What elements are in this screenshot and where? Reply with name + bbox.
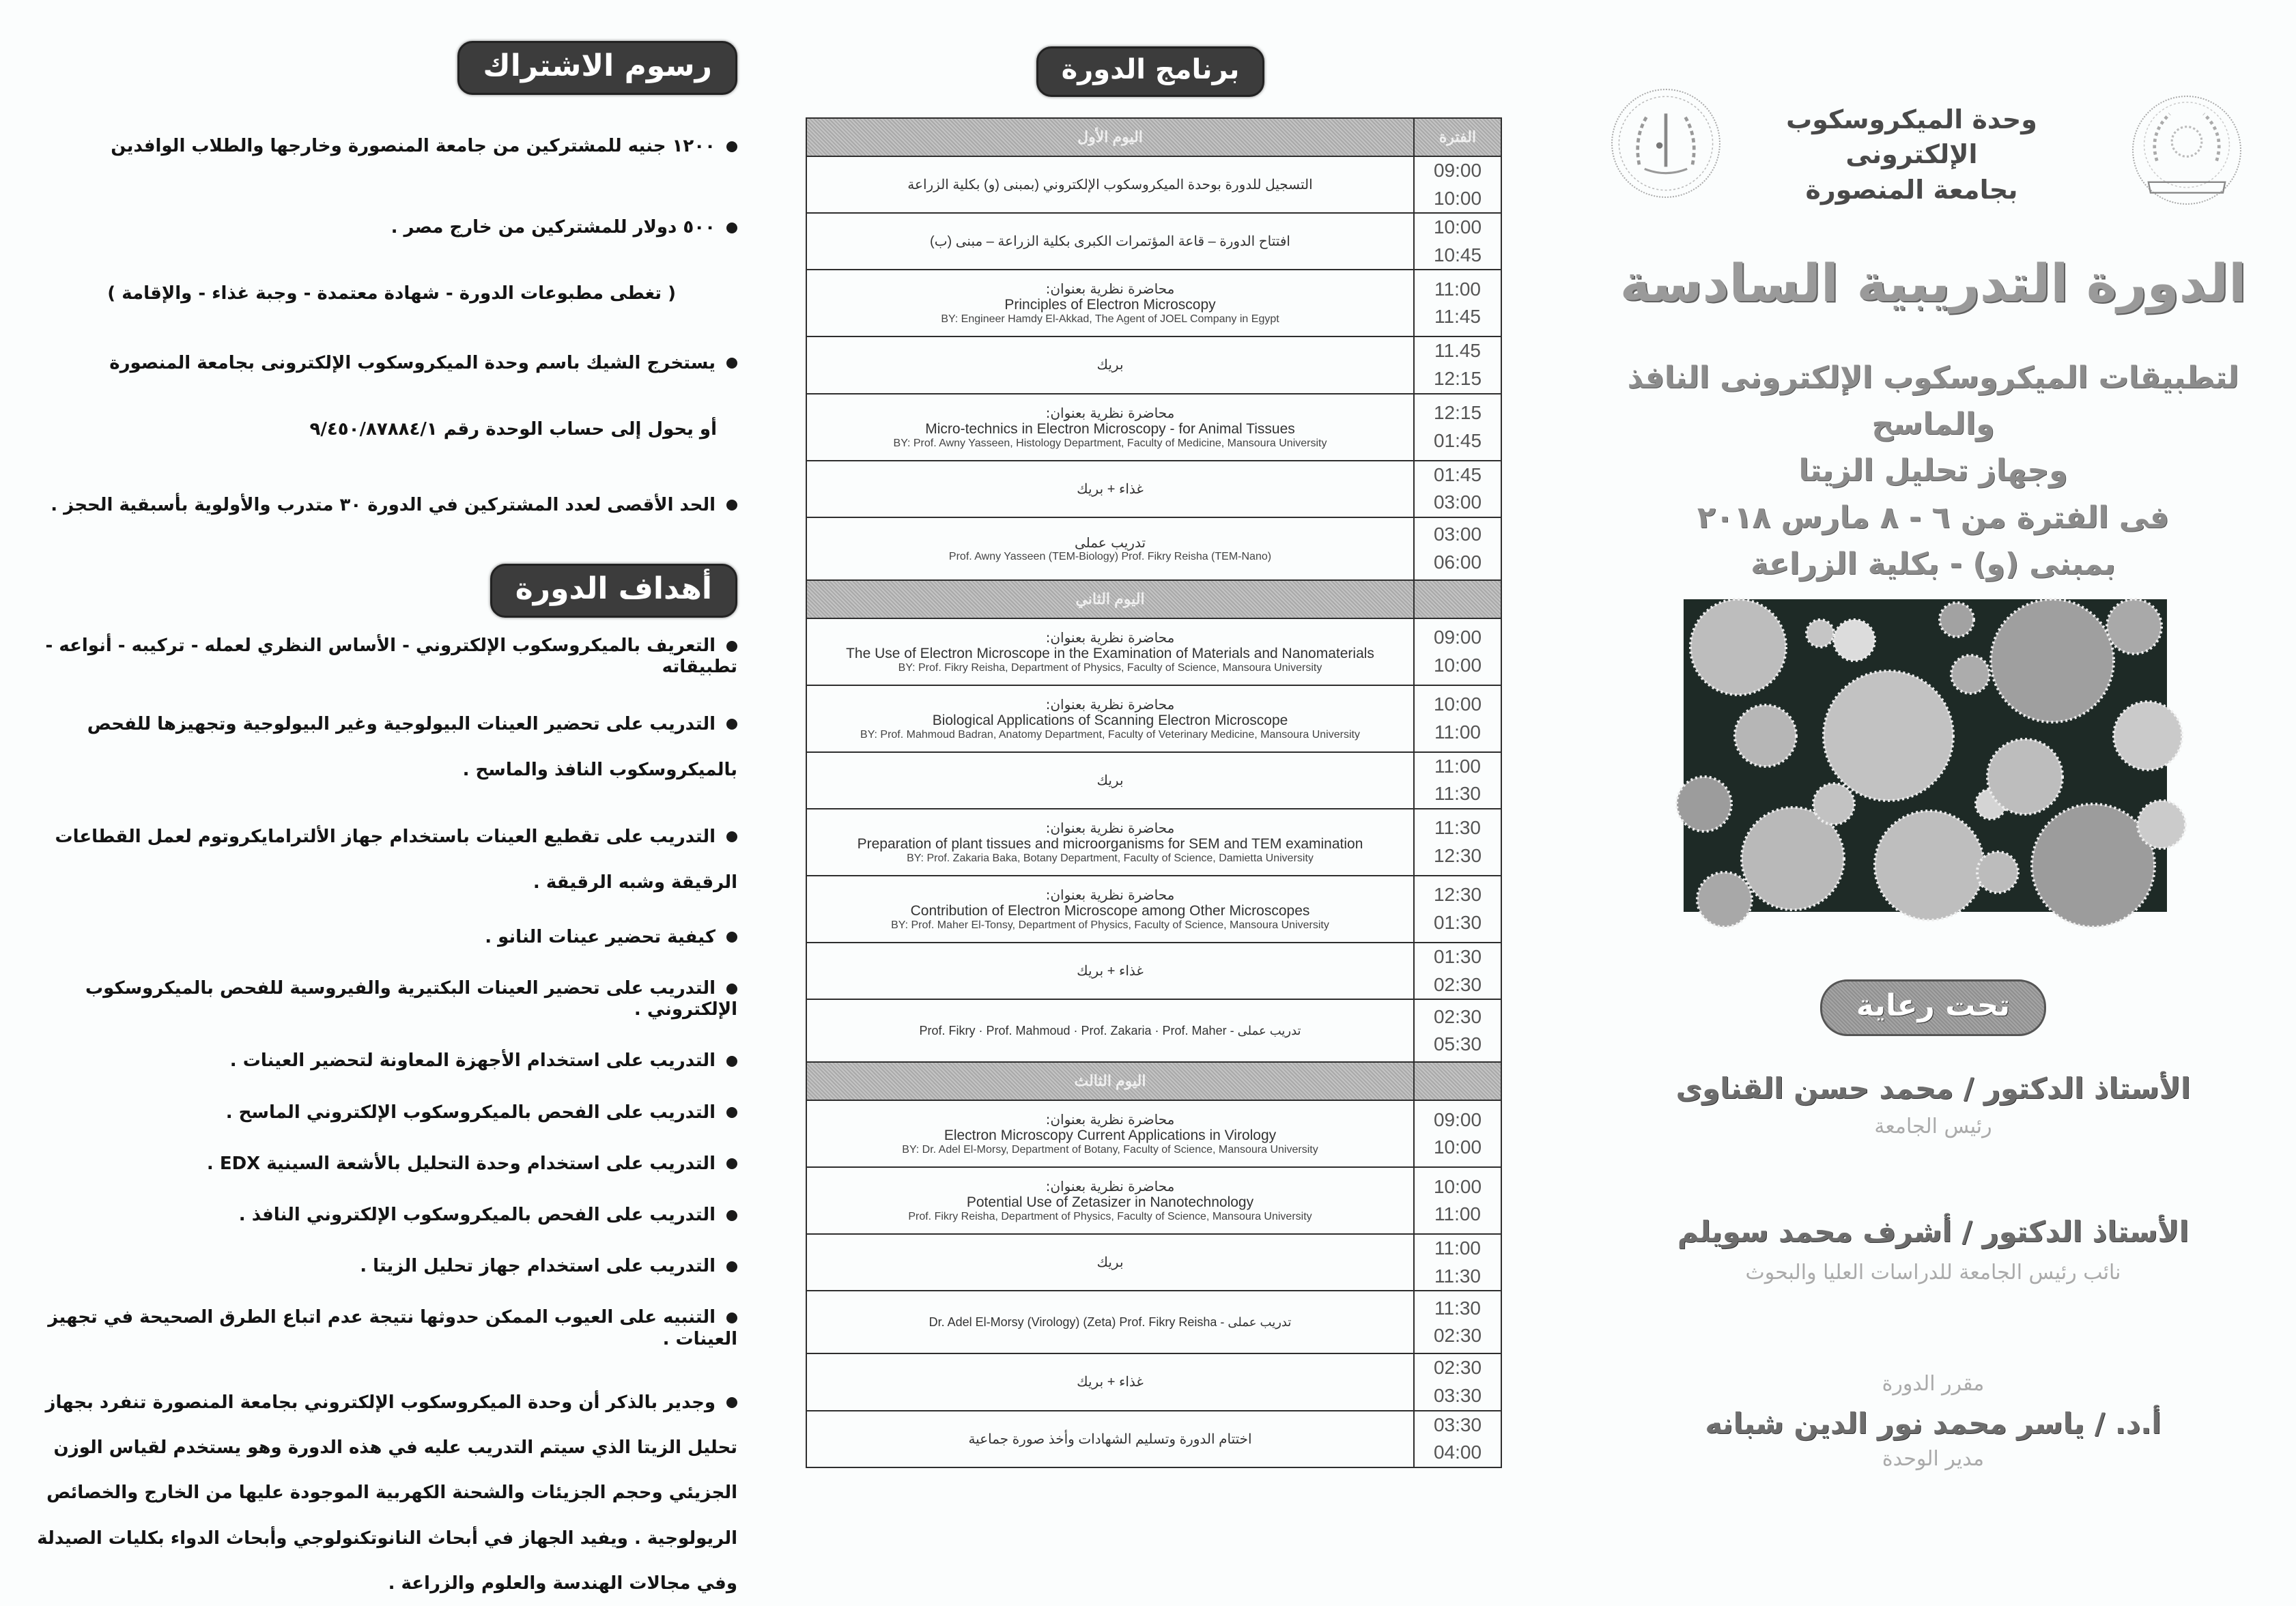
goal-item: التدريب على تقطيع العينات باستخدام جهاز الألترامايكروتوم لعمل القطاعات الرقيقة وشبه الرقيقة .: [55, 826, 737, 893]
session-time: [1414, 752, 1501, 809]
session-content: [806, 1291, 1414, 1353]
session-text: بريك: [1096, 358, 1124, 373]
bullet-icon: [726, 1313, 737, 1323]
lecture-label: محاضرة نظرية بعنوان:: [1045, 629, 1175, 646]
pollen-grain: [1677, 777, 1731, 831]
lecture-speaker: BY: Prof. Maher El-Tonsy, Department of Physics, Faculty of Science, Mansoura University: [891, 919, 1329, 931]
day-label: اليوم الثالث: [806, 1062, 1414, 1100]
day-header-row: [806, 1062, 1501, 1100]
start-time: 10:00: [1433, 693, 1482, 715]
session-row: [806, 517, 1501, 580]
session-time: [1414, 1411, 1501, 1467]
patronage-heading: تحت رعاية: [1570, 979, 2296, 1036]
session-text: بريك: [1096, 1255, 1124, 1271]
program-panel: [799, 0, 1502, 1564]
sem-micrograph: [1684, 599, 2167, 912]
lecture-speaker: BY: Prof. Fikry Reisha, Department of Physics, Faculty of Science, Mansoura University: [898, 661, 1322, 674]
lecture-title: Biological Applications of Scanning Electron Microscope: [932, 712, 1288, 728]
session-content: [806, 394, 1414, 461]
session-text: غذاء + بريك: [1077, 481, 1144, 497]
session-time: [1414, 809, 1501, 876]
bullet-icon: [726, 223, 737, 233]
pollen-grain: [1991, 599, 2114, 722]
session-row: [806, 1100, 1501, 1167]
session-content: [806, 752, 1414, 809]
session-row: [806, 618, 1501, 685]
start-time: 11:00: [1434, 755, 1481, 777]
course-venue: بمبنى (و) - بكلية الزراعة: [1751, 546, 2116, 582]
bullet-icon: [726, 984, 737, 994]
end-time: 11:45: [1434, 306, 1481, 328]
start-time: 01:45: [1433, 463, 1482, 485]
time-header: [1414, 1062, 1501, 1100]
goal-item: التدريب على استخدام وحدة التحليل بالأشعة السينية EDX .: [27, 1153, 737, 1175]
lecture-title: Principles of Electron Microscopy: [1004, 297, 1216, 313]
session-row: [806, 1411, 1501, 1467]
fees-list: [27, 136, 737, 516]
unit-name: وحدة الميكروسكوب الإلكترونى بجامعة المنصورة: [1786, 104, 2037, 205]
session-content: [806, 270, 1414, 336]
session-content: [806, 1234, 1414, 1291]
session-time: [1414, 461, 1501, 517]
lecture-speaker: BY: Engineer Hamdy El-Akkad, The Agent of JOEL Company in Egypt: [941, 313, 1279, 326]
session-time: [1414, 618, 1501, 685]
end-time: 06:00: [1433, 551, 1482, 573]
start-time: 11:30: [1434, 817, 1481, 839]
session-content: [806, 461, 1414, 517]
end-time: 12:15: [1433, 367, 1482, 389]
pollen-grain: [2138, 801, 2185, 848]
session-content: [806, 685, 1414, 752]
session-content: [806, 943, 1414, 999]
session-text: غذاء + بريك: [1077, 964, 1144, 979]
session-row: [806, 270, 1501, 336]
goal-item: التدريب على الفحص بالميكروسكوب الإلكتروني الماسح .: [27, 1102, 737, 1123]
session-row: [806, 809, 1501, 876]
course-topic-2: وجهاز تحليل الزيتا: [1798, 453, 2068, 489]
practical-trainers: Prof. Awny Yasseen (TEM-Biology) Prof. Fikry Reisha (TEM-Nano): [948, 550, 1272, 562]
session-text: غذاء + بريك: [1077, 1375, 1144, 1390]
pollen-grain: [1697, 872, 1752, 927]
bullet-icon: [726, 641, 737, 652]
fee-coverage-note: ( تغطى مطبوعات الدورة - شهادة معتمدة - وجبة غذاء - والإقامة ): [107, 283, 676, 304]
sem-pollen-image: [1684, 599, 2167, 912]
start-time: 11.45: [1434, 340, 1481, 362]
pollen-grain: [1690, 599, 1786, 695]
session-time: [1414, 394, 1501, 461]
start-time: 03:30: [1433, 1414, 1482, 1435]
session-text: افتتاح الدورة – قاعة المؤتمرات الكبرى بكلية الزراعة – مبنى (ب): [930, 234, 1290, 250]
fee-item: ١٢٠٠ جنيه للمشتركين من جامعة المنصورة وخارجها والطلاب الوافدين: [27, 136, 737, 157]
lecture-title: The Use of Electron Microscope in the Examination of Materials and Nanomaterials: [846, 645, 1374, 661]
course-coordinator: مقرر الدورة أ.د. / ياسر محمد نور الدين شبانه مدير الوحدة: [1705, 1372, 2162, 1471]
bullet-icon: [726, 1397, 737, 1408]
program-heading: برنامج الدورة: [1036, 46, 1265, 97]
goal-item: كيفية تحضير عينات النانو .: [27, 927, 737, 948]
start-time: 11:00: [1434, 1237, 1481, 1259]
session-content: [806, 1167, 1414, 1234]
end-time: 11:00: [1434, 1203, 1481, 1225]
time-header: الفترة: [1414, 118, 1501, 156]
start-time: 09:00: [1433, 1108, 1482, 1130]
time-header: [1414, 580, 1501, 618]
session-row: [806, 213, 1501, 270]
lecture-label: محاضرة نظرية بعنوان:: [1045, 819, 1175, 836]
session-time: [1414, 876, 1501, 943]
patron-vice-president: الأستاذ الدكتور / أشرف محمد سويلم نائب رئيس الجامعة للدراسات العليا والبحوث: [1677, 1215, 2189, 1285]
end-time: 05:30: [1433, 1033, 1482, 1055]
bullet-icon: [726, 1210, 737, 1221]
lecture-label: محاضرة نظرية بعنوان:: [1045, 281, 1175, 298]
lecture-speaker: BY: Prof. Awny Yasseen, Histology Department, Faculty of Medicine, Mansoura University: [893, 437, 1327, 449]
day-label: اليوم الثاني: [806, 580, 1414, 618]
session-text: بريك: [1096, 773, 1124, 788]
session-content: [806, 156, 1414, 213]
pollen-grain: [1977, 852, 2018, 893]
course-title: الدورة التدريبية السادسة: [1619, 253, 2247, 313]
session-row: [806, 876, 1501, 943]
lecture-title: Electron Microscopy Current Applications in Virology: [944, 1128, 1277, 1144]
session-text: التسجيل للدورة بوحدة الميكروسكوب الإلكتروني (بمبنى (و) بكلية الزراعة: [907, 177, 1313, 193]
lecture-label: محاضرة نظرية بعنوان:: [1045, 1178, 1175, 1195]
bullet-icon: [726, 1261, 737, 1272]
end-time: 02:30: [1433, 1325, 1482, 1347]
goals-list: [27, 635, 737, 1606]
end-time: 10:00: [1433, 187, 1482, 209]
session-text: اختتام الدورة وتسليم الشهادات وأخذ صورة جماعية: [968, 1431, 1252, 1447]
end-time: 12:30: [1433, 844, 1482, 866]
bullet-icon: [726, 1158, 737, 1169]
pollen-grain: [1824, 671, 1953, 801]
fee-account: أو يحول إلى حساب الوحدة رقم ٩/٤٥٠/٨٧٨٨٤/١: [309, 418, 717, 440]
lecture-title: Micro-technics in Electron Microscopy - for Animal Tissues: [925, 420, 1295, 437]
start-time: 10:00: [1433, 1175, 1482, 1197]
university-logo-icon: [2132, 96, 2241, 205]
end-time: 11:00: [1434, 721, 1481, 743]
bullet-icon: [726, 932, 737, 943]
pollen-grain: [2107, 599, 2162, 654]
faculty-logo-icon: [1611, 89, 1720, 198]
pollen-grain: [1987, 739, 2063, 814]
session-time: [1414, 156, 1501, 213]
lecture-speaker: Prof. Fikry Reisha, Department of Physics, Faculty of Science, Mansoura University: [908, 1211, 1312, 1223]
end-time: 10:45: [1433, 244, 1482, 266]
lecture-speaker: BY: Dr. Adel El-Morsy, Department of Botany, Faculty of Science, Mansoura University: [902, 1144, 1318, 1156]
session-content: [806, 1353, 1414, 1410]
session-time: [1414, 1100, 1501, 1167]
start-time: 02:30: [1433, 1357, 1482, 1379]
lecture-title: Contribution of Electron Microscope among Other Microscopes: [910, 902, 1310, 919]
start-time: 10:00: [1433, 216, 1482, 238]
start-time: 01:30: [1433, 945, 1482, 967]
session-time: [1414, 270, 1501, 336]
session-time: [1414, 1167, 1501, 1234]
session-content: [806, 999, 1414, 1062]
bullet-icon: [726, 1056, 737, 1067]
start-time: 09:00: [1433, 160, 1482, 181]
pollen-grain: [1875, 811, 1984, 920]
start-time: 02:30: [1433, 1005, 1482, 1027]
session-row: [806, 943, 1501, 999]
pollen-grain: [1940, 603, 1974, 637]
goal-item: التدريب على استخدام الأجهزة المعاونة لتحضير العينات .: [27, 1050, 737, 1072]
start-time: 12:30: [1433, 884, 1482, 906]
cover-header: [1570, 89, 2296, 212]
session-time: [1414, 943, 1501, 999]
fee-payment: يستخرج الشيك باسم وحدة الميكروسكوب الإلكترونى بجامعة المنصورة: [27, 353, 737, 374]
goal-item: التدريب على الفحص بالميكروسكوب الإلكتروني النافذ .: [27, 1205, 737, 1226]
start-time: 03:00: [1433, 524, 1482, 545]
bullet-icon: [726, 500, 737, 511]
session-content: [806, 876, 1414, 943]
bullet-icon: [726, 831, 737, 842]
end-time: 03:00: [1433, 491, 1482, 513]
pollen-grain: [1951, 655, 1989, 693]
lecture-title: Potential Use of Zetasizer in Nanotechnology: [966, 1194, 1254, 1211]
session-row: [806, 461, 1501, 517]
session-time: [1414, 685, 1501, 752]
day-label: اليوم الأول: [806, 118, 1414, 156]
pollen-grain: [2032, 804, 2155, 927]
session-content: [806, 517, 1414, 580]
session-time: [1414, 213, 1501, 270]
lecture-title: Preparation of plant tissues and microorganisms for SEM and TEM examination: [857, 835, 1363, 852]
course-subtitle: [1570, 355, 2296, 588]
session-row: [806, 394, 1501, 461]
session-content: [806, 336, 1414, 393]
session-row: [806, 1291, 1501, 1353]
pollen-grain: [1834, 620, 1875, 661]
session-row: [806, 336, 1501, 393]
lecture-label: محاضرة نظرية بعنوان:: [1045, 1111, 1175, 1128]
end-time: 11:30: [1434, 783, 1481, 805]
session-time: [1414, 999, 1501, 1062]
session-row: [806, 156, 1501, 213]
pollen-grain: [1735, 705, 1796, 766]
goal-item: وجدير بالذكر أن وحدة الميكروسكوب الإلكتروني بجامعة المنصورة تنفرد بجهاز تحليل الزيتا الذي سيتم التدريب عليه في هذه الدورة وهو يستخدم لقياس الوزن الجزيئي وحجم الجزيئات والشحنة الكهربية الموجودة عليها من الخارج والخصائص الريولوجية . ويفيد الجهاز في أبحاث النانوتكنولوجي وأبحاث الدواء بكليات الصيدلة وفي مجالات الهندسة والعلوم والزراعة .: [37, 1392, 737, 1594]
fees-goals-panel: [0, 0, 771, 1594]
goals-heading: أهداف الدورة: [490, 564, 737, 618]
session-time: [1414, 517, 1501, 580]
program-schedule-table: [806, 117, 1502, 1468]
session-time: [1414, 1353, 1501, 1410]
fee-capacity: الحد الأقصى لعدد المشتركين في الدورة ٣٠ متدرب والأولوية بأسبقية الحجز .: [27, 495, 737, 516]
end-time: 02:30: [1433, 973, 1482, 995]
lecture-speaker: BY: Prof. Mahmoud Badran, Anatomy Department, Faculty of Veterinary Medicine, Mansoura University: [860, 728, 1360, 741]
session-row: [806, 1167, 1501, 1234]
session-row: [806, 1234, 1501, 1291]
practical-trainers: Prof. Fikry · Prof. Mahmoud · Prof. Zakaria · Prof. Maher - تدريب عملى: [919, 1023, 1301, 1037]
pollen-grain: [2114, 702, 2182, 770]
start-time: 11:00: [1434, 278, 1481, 300]
bullet-icon: [726, 719, 737, 730]
start-time: 09:00: [1433, 627, 1482, 648]
goal-item: التدريب على استخدام جهاز تحليل الزيتا .: [27, 1256, 737, 1277]
course-dates: فى الفترة من ٦ - ٨ مارس ٢٠١٨: [1697, 500, 2170, 535]
session-time: [1414, 336, 1501, 393]
end-time: 03:30: [1433, 1384, 1482, 1406]
lecture-label: محاضرة نظرية بعنوان:: [1045, 404, 1175, 421]
end-time: 11:30: [1434, 1265, 1481, 1287]
session-content: [806, 618, 1414, 685]
pollen-grain: [1813, 784, 1854, 824]
session-content: [806, 1411, 1414, 1467]
bullet-icon: [726, 358, 737, 369]
patron-president: الأستاذ الدكتور / محمد حسن القناوى رئيس الجامعة: [1675, 1072, 2191, 1138]
end-time: 01:30: [1433, 911, 1482, 933]
goal-item: التدريب على تحضير العينات البكتيرية والفيروسية للفحص بالميكروسكوب الإلكتروني .: [85, 978, 737, 1020]
end-time: 04:00: [1433, 1442, 1482, 1463]
day-header-row: [806, 118, 1501, 156]
goal-item: التنبيه على العيوب الممكن حدوثها نتيجة عدم اتباع الطرق الصحيحة في تجهيز العينات .: [48, 1307, 737, 1349]
lecture-label: محاضرة نظرية بعنوان:: [1045, 886, 1175, 903]
lecture-label: محاضرة نظرية بعنوان:: [1045, 696, 1175, 713]
practical-trainers: Dr. Adel El-Morsy (Virology) (Zeta) Prof. Fikry Reisha - تدريب عملى: [929, 1315, 1292, 1329]
day-header-row: [806, 580, 1501, 618]
session-time: [1414, 1234, 1501, 1291]
session-row: [806, 999, 1501, 1062]
session-row: [806, 1353, 1501, 1410]
session-content: [806, 213, 1414, 270]
goal-item: التدريب على تحضير العينات البيولوجية وغير البيولوجية وتجهيزها للفحص بالميكروسكوب النافذ والماسح .: [87, 713, 737, 781]
session-content: [806, 809, 1414, 876]
end-time: 10:00: [1433, 1136, 1482, 1158]
goal-item: التعريف بالميكروسكوب الإلكتروني - الأساس النظري لعمله - تركيبه - أنواعه - تطبيقاته: [45, 635, 737, 678]
end-time: 01:45: [1433, 429, 1482, 451]
end-time: 10:00: [1433, 654, 1482, 676]
start-time: 12:15: [1433, 401, 1482, 423]
session-row: [806, 685, 1501, 752]
course-topic: لتطبيقات الميكروسكوب الإلكترونى النافذ والماسح: [1627, 360, 2239, 442]
bullet-icon: [726, 141, 737, 152]
session-content: [806, 1100, 1414, 1167]
pollen-grain: [1806, 620, 1834, 647]
session-row: [806, 752, 1501, 809]
fee-item: ٥٠٠ دولار للمشتركين من خارج مصر .: [27, 217, 737, 238]
practical-label: تدريب عملى: [1074, 534, 1146, 551]
bullet-icon: [726, 1107, 737, 1118]
fees-heading: رسوم الاشتراك: [457, 41, 737, 95]
start-time: 11:30: [1434, 1297, 1481, 1319]
session-time: [1414, 1291, 1501, 1353]
lecture-speaker: BY: Prof. Zakaria Baka, Botany Department, Faculty of Science, Damietta University: [907, 852, 1314, 864]
